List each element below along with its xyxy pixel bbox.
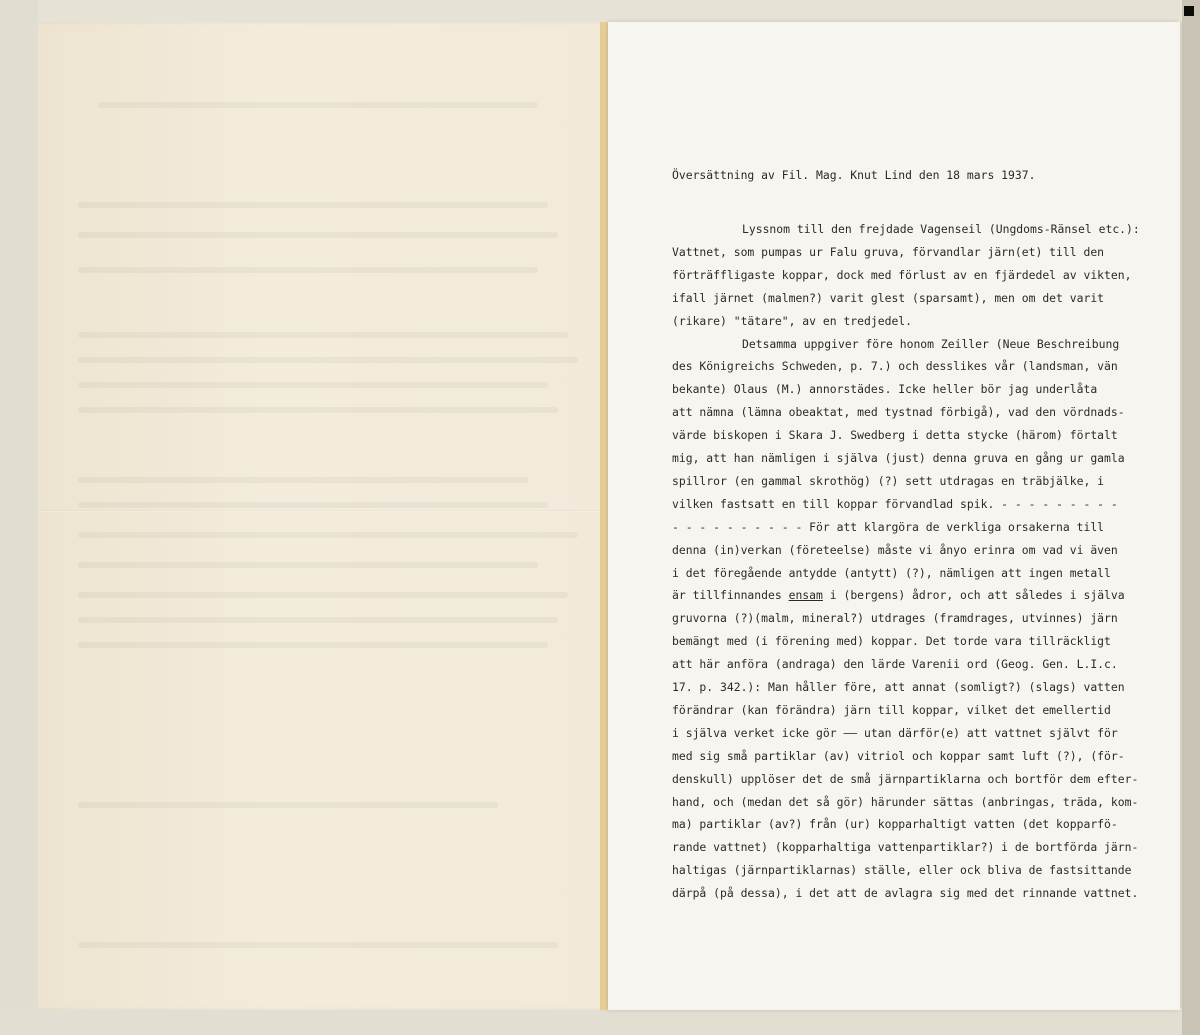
text-line: att här anföra (andraga) den lärde Varenii ord (Geog. Gen. L.I.c. xyxy=(672,657,1118,672)
text-line: 17. p. 342.): Man håller före, att annat (somligt?) (slags) vatten xyxy=(672,680,1125,694)
text-line: Lyssnom till den frejdade Vagenseil (Ungdoms-Ränsel etc.): xyxy=(742,222,1140,236)
text-line: spillror (en gammal skrothög) (?) sett utdragas en träbjälke, i xyxy=(672,473,1105,488)
text-line: värde biskopen i Skara J. Swedberg i detta stycke (härom) förtalt xyxy=(672,428,1118,443)
text-line xyxy=(672,587,1125,603)
text-line: rande vattnet) (kopparhaltiga vattenpartiklar?) i de bortförda järn- xyxy=(672,840,1139,855)
scan-frame-left xyxy=(0,0,38,1035)
text-line: Detsamma uppgiver före honom Zeiller (Neue Beschreibung xyxy=(742,336,1120,351)
text-line: därpå (på dessa), i det att de avlagra sig med det rinnande vattnet. xyxy=(672,886,1139,901)
translation-page xyxy=(608,22,1180,1010)
left-blank-page xyxy=(38,22,616,1010)
text-line: (rikare) "tätare", av en tredjedel. xyxy=(672,313,913,328)
text-line: denna (in)verkan (företeelse) måste vi ånyo erinra om vad vi även xyxy=(672,542,1118,557)
document-heading: Översättning av Fil. Mag. Knut Lind den 18 mars 1937. xyxy=(672,168,1036,182)
text-line: gruvorna (?)(malm, mineral?) utdrages (framdrages, utvinnes) järn xyxy=(672,611,1118,626)
bleed-through-text xyxy=(78,82,578,982)
text-line: - - - - - - - - - - För att klargöra de verkliga orsakerna till xyxy=(672,519,1105,534)
scan-corner-mark xyxy=(1184,6,1194,16)
text-line: haltigas (järnpartiklarnas) ställe, eller ock bliva de fastsittande xyxy=(672,863,1132,878)
text-line: med sig små partiklar (av) vitriol och koppar samt luft (?), (för- xyxy=(672,748,1125,763)
text-line: att nämna (lämna obeaktat, med tystnad förbigå), vad den vördnads- xyxy=(672,405,1125,420)
text-line: ma) partiklar (av?) från (ur) kopparhaltigt vatten (det kopparfö- xyxy=(672,817,1118,832)
text-line: ifall järnet (malmen?) varit glest (sparsamt), men om det varit xyxy=(672,290,1105,305)
text-segment: är tillfinnandes xyxy=(672,588,789,603)
text-line: Vattnet, som pumpas ur Falu gruva, förvandlar järn(et) till den xyxy=(672,244,1105,259)
text-line: des Königreichs Schweden, p. 7.) och desslikes vår (landsman, vän xyxy=(672,359,1118,374)
underlined-word: ensam xyxy=(788,588,823,603)
text-line: denskull) upplöser det de små järnpartiklarna och bortför dem efter- xyxy=(672,771,1139,786)
text-segment: i (bergens) ådror, och att således i själva xyxy=(822,588,1125,603)
scan-frame-right xyxy=(1182,0,1200,1035)
text-line: i det föregående antydde (antytt) (?), nämligen att ingen metall xyxy=(672,565,1111,580)
scan-frame-top xyxy=(0,0,1200,22)
text-line: förträffligaste koppar, dock med förlust av en fjärdedel av vikten, xyxy=(672,267,1132,282)
text-line: bemängt med (i förening med) koppar. Det torde vara tillräckligt xyxy=(672,634,1111,649)
text-line: hand, och (medan det så gör) härunder sättas (anbringas, träda, kom- xyxy=(672,794,1139,809)
text-line: förändrar (kan förändra) järn till koppar, vilket det emellertid xyxy=(672,702,1111,717)
text-line: vilken fastsatt en till koppar förvandlad spik. - - - - - - - - - xyxy=(672,496,1118,511)
text-line: mig, att han nämligen i själva (just) denna gruva en gång ur gamla xyxy=(672,451,1125,465)
text-line: i själva verket icke gör –– utan därför(e) att vattnet självt för xyxy=(672,725,1118,740)
scan-frame-bottom xyxy=(0,1008,1200,1035)
text-line: bekante) Olaus (M.) annorstädes. Icke heller bör jag underlåta xyxy=(672,382,1098,397)
